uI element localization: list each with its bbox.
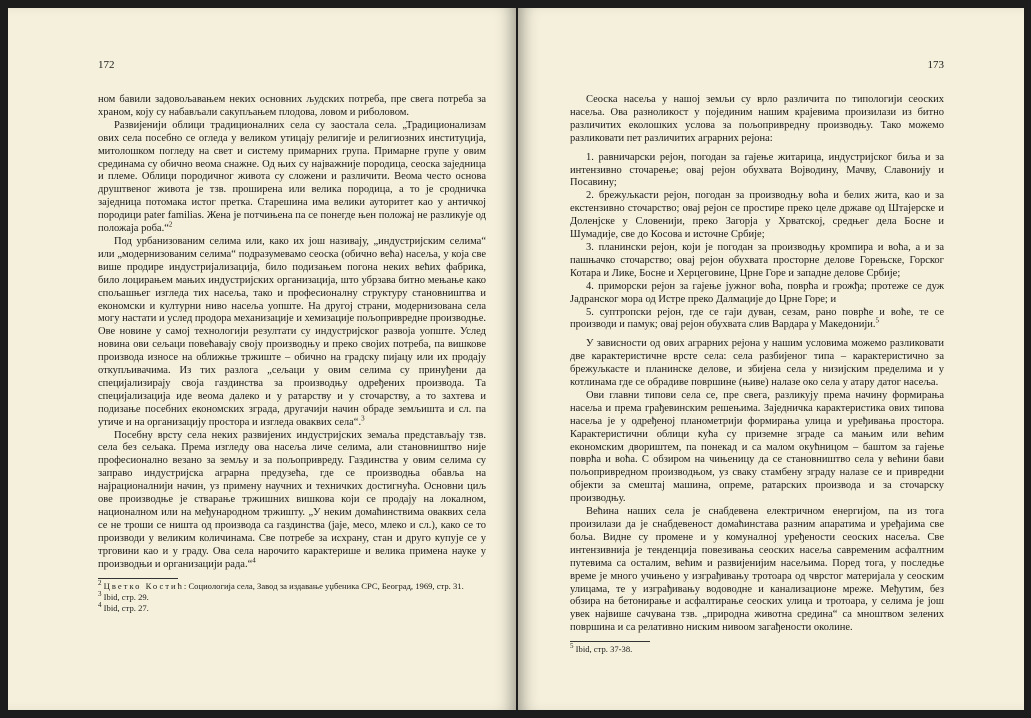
footnote: $^5$ Ibid, стр. 37-38. [570, 642, 633, 655]
footnote-ref: 2 [168, 220, 173, 229]
list-item: 5. суптропски рејон, где се гаји дуван, сезам, рано поврће и воће, те се производи и памук; овај рејон обухвата слив Вардара у Македонији.$^5$ [570, 306, 944, 331]
list-item: 1. равничарски рејон, погодан за гајење житарица, индустријског биља и за интензивно сточарење; овај рејон обухвата Војводину, Мачву, Славонију и Посавину; [570, 151, 944, 189]
footnote-ref: 3 [361, 414, 365, 423]
paragraph: ном бавили задовољавањем неких основних људских потреба, пре свега потреба за храном, коју су набављали сакупљањем плодова, ловом и риболовом. [98, 94, 486, 118]
footnote: $^2$ Цветко Костић: Социологија села, Завод за издавање уџбеника СРС, Београд, 1969, стр. 31. [98, 578, 464, 591]
paragraph: Већина наших села је снабдевена електричном енергијом, па из тога произилази да је снабдевеност домаћинстава разним апаратима и уређајима све боља. Видне су промене и у комуналној уређености сеоских насеља. Све интензивнија је тенденција повезивања сеоских насеља савременим асфалтним путевима са осталим, већим и развијенијим насељима. Поред тога, у последње време је много учињено у изграђивању тротоара од чврстог материјала у сеоским улицама, те у изграђивању водоводне и канализационе мреже. Међутим, без обзира на бетонирање и асфалтирање сеоских улица и тротоара, у селима је још увек највише сачувана тзв. „природна животна средина“ са мноштвом зелених површина и са релативно ниским нивоом загађености околине. [570, 506, 944, 634]
page-number: 172 [98, 59, 115, 71]
page-body [570, 94, 944, 655]
list-item: 2. брежуљкасти рејон, погодан за производњу воћа и белих жита, као и за екстензивно сточарство; овај рејон се простире преко целе државе од Штајерске и Доленјске у Словенији, преко Загорја у Хрватској, средњег дела Босне и Шумадије, све до Косова и источне Србије; [570, 190, 944, 241]
paragraph: Развијенији облици традиционалних села су заостала села. „Традиционализам ових села посебно се огледа у великом утицају религије и религиозних институција, митолошком погледу на свет и систему примарних група. Примарне групе у овим срединама су обично веома снажне. Од њих су најважније породица, сеоска заједница и племе. Облици породичног живота су сложени и различити. Веома често основа друштвеног живота је тзв. проширена или велика породица, а то је сродничка заједница потомака истог претка. Старешина има велики ауторитет као у античкој породици pater familias. Жена је потчињена па се понегде њен положај не разликује од положаја роба.“$^2$ [98, 119, 486, 235]
footnote: $^4$ Ibid, стр. 27. [98, 600, 149, 613]
left-page [8, 8, 516, 710]
right-page [518, 8, 1024, 710]
list-item: 3. планински рејон, који је погодан за производњу кромпира и воћа, а и за пашњачко сточарство; овај рејон обухвата просторне делове Горењске, Горског Котара и Лике, Босне и Херцеговине, Црне Горе и западне делове Србије; [570, 241, 944, 279]
paragraph: Ови главни типови села се, пре свега, разликују према начину формирања насеља и према грађевинским решењима. Заједничка карактеристика ових типова насеља је у одређеној планометрији формирања улица и уређивања простора. Карактеристични облици кућа су приземне зграде са мањим или већим економским двориштем, па понекад и са малом окућницом – баштом за гајење поврћа и воћа. С обзиром на чињеницу да се становништво села у већини бави пољопривредном производњом, уз свакy стамбену зграду налазе се и привредни објекти за смештај машина, опреме, ратарских производа и за сточарску производњу. [570, 389, 944, 505]
paragraph: Под урбанизованим селима или, како их још називају, „индустријским селима“ или „модернизованим селима“ подразумевамо сеоска (обично већа) насеља, у која све више продире индустријализација, било подизањем погона неких већих фабрика, било лоцирањем мањих индустријских организација, што убрзава битно мењање како спољашњег изгледа тих насеља, тако и професионалну структуру становништва и економски и културни ниво насеља уопште. На другој страни, модернизована села могу настати и услед продора механизације и хемизације пољопривредне производње. Ове новине у самој технологији резултати су индустријског развоја уопште. Услед новина ови сељаци повећавају своју производњу и преко својих потреба, па вишкове производа износе на оближње тржиште – обично на градску пијацу или их продају откупљивачима. Из тих разлога „сељаци у овим селима су принуђени да специјализирају своја газдинства за производњу одређених производа. Та специјализација иде веома далеко и у ратарству и у сточарству, а то захтева и подизање посебних економских зграда, другачији начин обраде земљишта и сл. па утиче и на организацију простора и изгледа оваквих села“.$^3$ [98, 235, 486, 428]
footnote: $^3$ Ibid, стр. 29. [98, 589, 149, 602]
footnote-ref: 4 [252, 556, 256, 565]
footnote-ref: 5 [875, 316, 880, 325]
footnote-author: Цветко Костић [103, 580, 184, 591]
page-body [98, 94, 486, 614]
paragraph: Посебну врсту села неких развијених индустријских земаља представљају тзв. села без сељака. Према изгледу ова насеља личе селима, али становништво није професионално везано за земљу и за пољопривреду. Газдинства у овим селима су заправо индустријска аграрна предузећа, где се производња обавља на најрационалнији начин, уз примену научних и техничких достигнућа. Основни циљ ове производње је стварање тржишних вишкова који се продају на локалном, националном или на међународном тржишту. „У неким домаћинствима оваквих села се не троши се ништа од производа са газдинства (јаје, месо, млеко и сл.), како се то производи у великим количинама. Све потребе за исхрану, стан и друго купује се у трговини као и у граду. Ова села нарочито карактерише и велика примена науке у производњи и организацији рада.“$^4$ [98, 429, 486, 570]
paragraph: Сеоска насеља у нашој земљи су врло различита по типологији сеоских насеља. Ова разноликост у појединим нашим крајевима произилази из битно различитих еколошких услова за пољопривредну производњу. Тако можемо разликовати пет различитих аграрних рејона: [570, 94, 944, 144]
list-item: 4. приморски рејон за гајење јужног воћа, поврћа и грожђа; протеже се дуж Јадранског мора од Истре преко Далмације до Црне Горе; и [570, 280, 944, 305]
paragraph: У зависности од ових аграрних рејона у нашим условима можемо разликовати две карактеристичне врсте села: села разбијеног типа – карактеристично за брежуљкасте и планинске делове, и збијена села у низијским пределима и у котлинама где се обрадиве површине (њиве) налазе око села у атару датог насеља. [570, 338, 944, 389]
page-number: 173 [927, 59, 944, 71]
